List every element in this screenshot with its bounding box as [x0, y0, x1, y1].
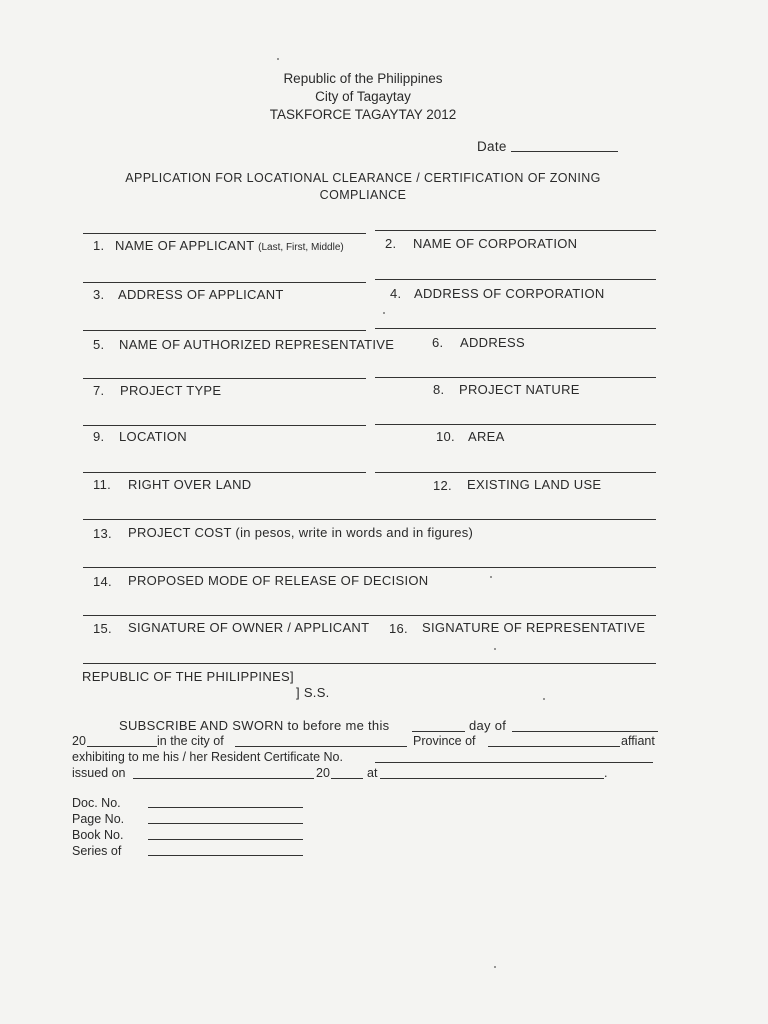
field-9-num: 9.: [93, 429, 105, 444]
series-label: Series of: [72, 844, 122, 858]
field-13-line[interactable]: [83, 519, 656, 520]
jurat-exhibiting: exhibiting to me his / her Resident Certificate No.: [72, 750, 343, 764]
jurat-day-of: day of: [469, 718, 507, 733]
jurat-province-field[interactable]: [488, 746, 620, 747]
field-12-line[interactable]: [375, 472, 656, 473]
date-label: Date: [477, 139, 507, 154]
field-10-line[interactable]: [375, 424, 656, 425]
field-10-label: AREA: [468, 429, 505, 444]
field-6-label: ADDRESS: [460, 335, 525, 350]
field-11-label: RIGHT OVER LAND: [128, 477, 252, 492]
field-11-num: 11.: [93, 477, 112, 492]
field-2-num: 2.: [385, 236, 397, 251]
scan-speck: [277, 58, 279, 60]
jurat-republic: REPUBLIC OF THE PHILIPPINES]: [82, 669, 294, 684]
field-8-num: 8.: [433, 382, 445, 397]
jurat-issued-on: issued on: [72, 766, 126, 780]
jurat-divider: [83, 663, 656, 664]
field-6-line[interactable]: [375, 328, 656, 329]
field-4-num: 4.: [390, 286, 402, 301]
field-14-num: 14.: [93, 574, 112, 589]
field-9-label: LOCATION: [119, 429, 187, 444]
field-8-label: PROJECT NATURE: [459, 382, 580, 397]
page-no-field[interactable]: [148, 823, 303, 824]
field-3-label: ADDRESS OF APPLICANT: [118, 287, 284, 302]
date-field[interactable]: [511, 151, 618, 152]
scan-speck: [543, 698, 545, 700]
field-11-line[interactable]: [83, 472, 366, 473]
header-taskforce: TASKFORCE TAGAYTAY 2012: [269, 107, 457, 122]
field-9-line[interactable]: [83, 425, 366, 426]
field-13-num: 13.: [93, 526, 112, 541]
field-1-note: (Last, First, Middle): [258, 242, 344, 253]
scan-speck: [383, 312, 385, 314]
field-12-label: EXISTING LAND USE: [467, 477, 602, 492]
jurat-certificate-field[interactable]: [375, 762, 653, 763]
jurat-subscribe: SUBSCRIBE AND SWORN to before me this: [119, 718, 390, 733]
field-10-num: 10.: [436, 429, 455, 444]
field-4-line[interactable]: [375, 279, 656, 280]
field-1-line[interactable]: [83, 233, 366, 234]
field-15-16-line[interactable]: [83, 615, 656, 616]
field-16-label: SIGNATURE OF REPRESENTATIVE: [422, 620, 646, 635]
book-no-label: Book No.: [72, 828, 124, 842]
jurat-month-field[interactable]: [512, 731, 658, 732]
field-8-line[interactable]: [375, 377, 656, 378]
field-16-num: 16.: [389, 621, 408, 636]
form-title-cont: COMPLIANCE: [319, 188, 407, 202]
field-7-num: 7.: [93, 383, 105, 398]
jurat-year-prefix-2: 20: [316, 766, 330, 780]
field-2-label: NAME OF CORPORATION: [413, 236, 578, 251]
field-1-label: NAME OF APPLICANT (Last, First, Middle): [115, 238, 344, 253]
series-field[interactable]: [148, 855, 303, 856]
scan-speck: [490, 576, 492, 578]
book-no-field[interactable]: [148, 839, 303, 840]
header-republic: Republic of the Philippines: [283, 71, 443, 86]
field-15-num: 15.: [93, 621, 112, 636]
form-title: APPLICATION FOR LOCATIONAL CLEARANCE / CERTIFICATION OF ZONING: [125, 171, 601, 185]
field-6-num: 6.: [432, 335, 444, 350]
jurat-year-prefix: 20: [72, 734, 86, 748]
scan-speck: [494, 648, 496, 650]
jurat-affiant: affiant: [621, 734, 655, 748]
field-4-label: ADDRESS OF CORPORATION: [414, 286, 605, 301]
jurat-in-city: in the city of: [157, 734, 224, 748]
jurat-issued-date-field[interactable]: [133, 778, 314, 779]
field-1-num: 1.: [93, 238, 105, 253]
field-3-num: 3.: [93, 287, 105, 302]
field-12-num: 12.: [433, 478, 452, 493]
scan-speck: [494, 966, 496, 968]
jurat-at: at: [367, 766, 378, 780]
doc-no-label: Doc. No.: [72, 796, 121, 810]
field-13-label: PROJECT COST (in pesos, write in words and in figures): [128, 525, 474, 540]
field-5-label: NAME OF AUTHORIZED REPRESENTATIVE: [119, 337, 395, 352]
jurat-ss: ] S.S.: [296, 685, 330, 700]
jurat-day-field[interactable]: [412, 731, 465, 732]
field-14-line[interactable]: [83, 567, 656, 568]
field-2-line[interactable]: [375, 230, 656, 231]
jurat-period: .: [604, 766, 608, 780]
field-5-num: 5.: [93, 337, 105, 352]
jurat-issued-place-field[interactable]: [380, 778, 604, 779]
page-no-label: Page No.: [72, 812, 125, 826]
field-7-line[interactable]: [83, 378, 366, 379]
field-15-label: SIGNATURE OF OWNER / APPLICANT: [128, 620, 370, 635]
field-3-line[interactable]: [83, 282, 366, 283]
header-city: City of Tagaytay: [315, 89, 411, 104]
jurat-year-field[interactable]: [87, 746, 157, 747]
field-5-line[interactable]: [83, 330, 366, 331]
field-14-label: PROPOSED MODE OF RELEASE OF DECISION: [128, 573, 429, 588]
field-7-label: PROJECT TYPE: [120, 383, 222, 398]
jurat-city-field[interactable]: [235, 746, 407, 747]
jurat-province: Province of: [413, 734, 476, 748]
doc-no-field[interactable]: [148, 807, 303, 808]
jurat-issued-year-field[interactable]: [331, 778, 363, 779]
